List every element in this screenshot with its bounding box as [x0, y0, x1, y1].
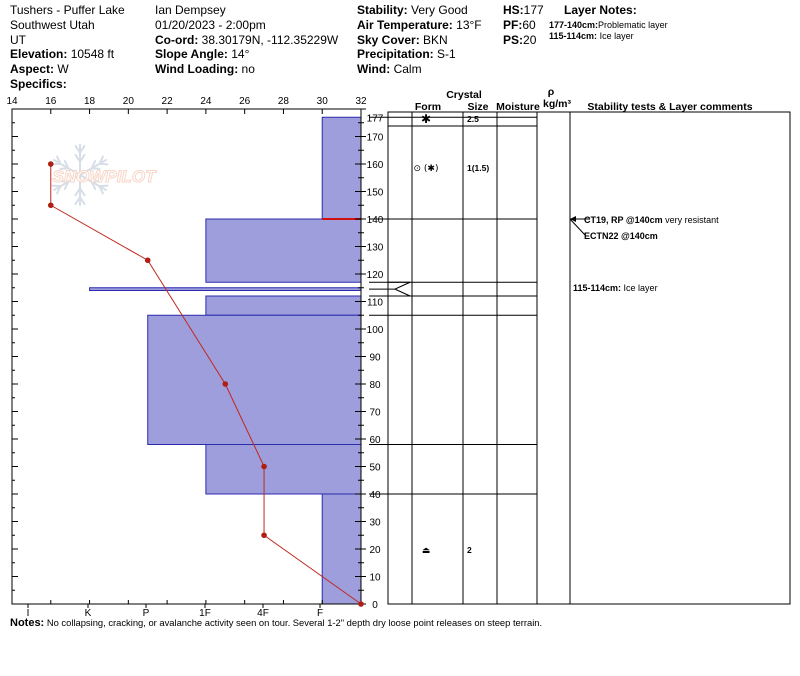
- temperature-point-4: [222, 381, 228, 387]
- temperature-point-2: [48, 202, 54, 208]
- snowflake-branch: [53, 164, 61, 165]
- coord-row: Co-ord: 38.30179N, -112.35229W: [155, 32, 339, 47]
- height-tick-label-20: 20: [369, 545, 381, 556]
- air-temp-row: Air Temperature: 13°F: [357, 17, 482, 32]
- layer-comment-text: Ice layer: [621, 282, 658, 293]
- layer-comment-1: [573, 283, 658, 293]
- slope-row: Slope Angle: 14°: [155, 47, 250, 62]
- height-tick-label-40: 40: [369, 490, 381, 501]
- temperature-point-1: [48, 161, 54, 167]
- height-tick-label-10: 10: [369, 572, 381, 584]
- header-density-unit: kg/m³: [542, 98, 572, 110]
- ice-connector-lower: [395, 289, 410, 296]
- layer-comment-range: 115-114cm:: [573, 282, 622, 293]
- height-tick-label-30: 30: [369, 517, 381, 529]
- ice-connector-upper: [369, 282, 410, 289]
- hardness-layer-5: [148, 315, 361, 444]
- height-tick-label-170: 170: [366, 132, 384, 144]
- temp-tick-label-32: 32: [355, 96, 367, 107]
- crystal-size-3: 2: [467, 545, 472, 555]
- observer-name: Ian Dempsey: [155, 3, 226, 17]
- observation-datetime: 01/20/2023 - 2:00pm: [155, 17, 266, 32]
- wind-loading-row: Wind Loading: no: [155, 62, 255, 77]
- temperature-point-3: [145, 257, 151, 263]
- location-name: Tushers - Puffer Lake: [10, 3, 125, 17]
- hs-row: HS:177: [503, 3, 544, 17]
- stability-arrow-2: [570, 219, 585, 235]
- snowpilot-watermark: [53, 145, 158, 205]
- stability-test-2: ECTN22 @140cm: [584, 231, 658, 241]
- crystal-form-2: ⊙ (✱): [413, 163, 439, 174]
- temp-tick-label-28: 28: [277, 96, 290, 107]
- snowflake-branch: [99, 164, 107, 165]
- stability-test-1-code: CT19, RP @140cm: [584, 215, 663, 225]
- temp-tick-label-30: 30: [316, 96, 328, 107]
- hardness-tick-label-F: F: [316, 608, 324, 619]
- height-tick-label-70: 70: [369, 407, 381, 419]
- crystal-form-3: ⏏: [421, 546, 431, 556]
- notes-text: No collapsing, cracking, or avalanche activity seen on tour. Several 1-2" depth dry loose point releases on steep terrain.: [46, 617, 543, 628]
- hardness-tick-label-1F: 1F: [199, 608, 211, 619]
- height-tick-label-110: 110: [367, 297, 383, 309]
- stability-test-1-comment: very resistant: [662, 215, 719, 225]
- region-name: Southwest Utah: [10, 17, 95, 32]
- ps-row: PS:20: [503, 32, 537, 47]
- crystal-form-1: ✱: [420, 112, 432, 126]
- temperature-point-5: [261, 464, 267, 470]
- hardness-tick-label-K: K: [84, 608, 92, 619]
- height-tick-label-150: 150: [366, 187, 384, 199]
- temp-tick-label-24: 24: [200, 96, 212, 107]
- hardness-layer-1: [322, 117, 361, 219]
- layer-note-2: 115-114cm: Ice layer: [549, 30, 634, 41]
- header-moisture: Moisture: [496, 101, 540, 113]
- stability-row: Stability: Very Good: [357, 3, 468, 17]
- height-tick-label-120: 120: [366, 270, 384, 281]
- crystal-size-1: 2.5: [467, 114, 479, 124]
- profile-table-frame: [388, 112, 790, 604]
- elevation-row: Elevation: 10548 ft: [10, 47, 115, 62]
- height-tick-label-90: 90: [369, 352, 381, 364]
- pf-row: PF:60: [503, 17, 536, 32]
- temp-tick-label-14: 14: [6, 96, 18, 107]
- watermark-text: SNOWPILOT: [52, 167, 156, 186]
- height-tick-label-50: 50: [369, 462, 381, 474]
- temp-tick-label-22: 22: [161, 96, 173, 107]
- hardness-layer-6: [206, 445, 361, 495]
- header-form: Form: [414, 101, 442, 113]
- wind-row: Wind: Calm: [357, 62, 422, 77]
- height-tick-label-60: 60: [369, 435, 381, 446]
- hardness-layer-3: [90, 288, 361, 291]
- sky-cover-row: Sky Cover: BKN: [357, 32, 448, 47]
- temperature-point-6: [261, 532, 267, 538]
- stability-test-1: [584, 215, 719, 225]
- height-tick-label-140: 140: [366, 215, 384, 226]
- height-tick-label-100: 100: [366, 325, 384, 336]
- state-name: UT: [10, 32, 26, 47]
- hardness-tick-label-P: P: [142, 608, 150, 619]
- specifics-row: Specifics:: [10, 76, 67, 91]
- temp-tick-label-16: 16: [45, 96, 57, 107]
- temp-tick-label-20: 20: [122, 96, 134, 107]
- hardness-tick-label-I: I: [26, 608, 30, 619]
- temp-tick-label-18: 18: [83, 96, 96, 107]
- temperature-point-7: [358, 601, 364, 607]
- temp-tick-label-26: 26: [239, 96, 251, 107]
- header-crystal: Crystal: [446, 89, 482, 101]
- header-rho: ρ: [547, 86, 555, 98]
- notes-row: [10, 617, 542, 629]
- height-tick-label-177: 177: [366, 113, 384, 125]
- aspect-row: Aspect: W: [10, 62, 69, 77]
- height-tick-label-0: 0: [372, 600, 378, 611]
- height-tick-label-160: 160: [366, 160, 384, 171]
- hardness-layer-4: [206, 296, 361, 315]
- height-tick-label-80: 80: [369, 380, 381, 391]
- precipitation-row: Precipitation: S-1: [357, 47, 456, 62]
- header-size: Size: [467, 101, 489, 113]
- layer-note-1: 177-140cm:Problematic layer: [549, 19, 668, 30]
- crystal-size-2: 1(1.5): [467, 162, 490, 173]
- hardness-layer-2: [206, 219, 361, 282]
- hardness-tick-label-4F: 4F: [257, 608, 269, 619]
- notes-label: Notes:: [10, 617, 45, 629]
- layer-notes-title: Layer Notes:: [564, 3, 637, 17]
- stability-arrowhead: [570, 216, 576, 222]
- height-tick-label-130: 130: [366, 242, 384, 254]
- header-stability-tests: Stability tests & Layer comments: [587, 101, 753, 113]
